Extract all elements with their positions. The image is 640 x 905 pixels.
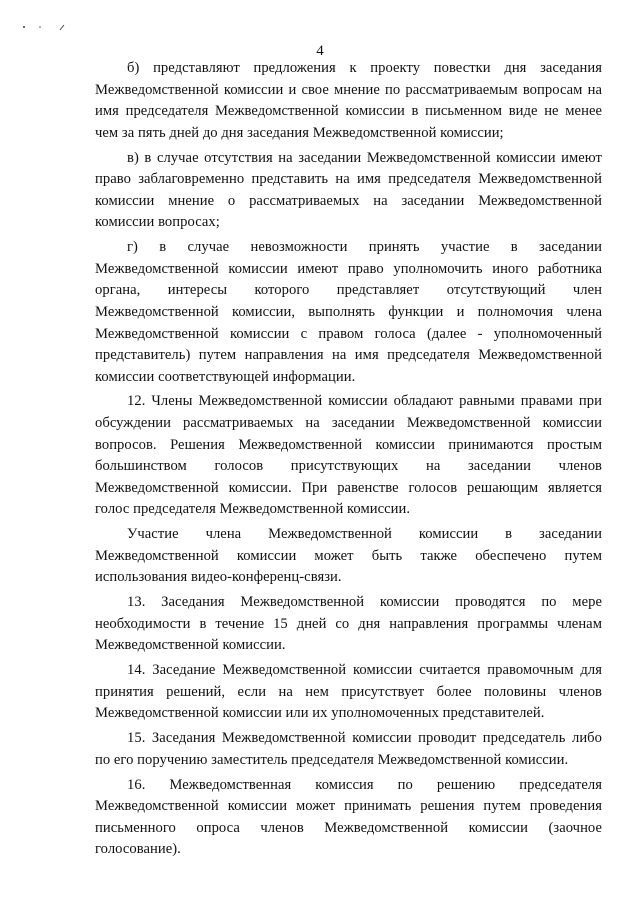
paragraph-15: 15. Заседания Межведомственной комиссии проводит председатель либо по его поручению заместитель председателя Межведомственной комиссии. xyxy=(95,730,602,768)
scan-artifact-marks xyxy=(22,22,82,32)
paragraph-v: в) в случае отсутствия на заседании Межведомственной комиссии имеют право заблаговременно представить на имя председателя Межведомственной комиссии мнение о рассматриваемых на заседании Межведомственной комиссии вопросах; xyxy=(95,149,602,231)
document-body xyxy=(95,58,602,864)
paragraph-16: 16. Межведомственная комиссия по решению председателя Межведомственной комиссии может принимать решения путем проведения письменного опроса членов Межведомственной комиссии (заочное голосование). xyxy=(95,776,602,858)
paragraph-b: б) представляют предложения к проекту повестки дня заседания Межведомственной комиссии и свое мнение по рассматриваемым вопросам на имя председателя Межведомственной комиссии в письменном виде не менее чем за пять дней до дня заседания Межведомственной комиссии; xyxy=(95,60,602,141)
page-number: 4 xyxy=(316,43,324,59)
paragraph-12: 12. Члены Межведомственной комиссии обладают равными правами при обсуждении рассматриваемых на заседании Межведомственной комиссии вопросов. Решения Межведомственной комиссии принимаются простым большинством голосов присутствующих на заседании членов Межведомственной комиссии. При равенстве голосов решающим является голос председателя Межведомственной комиссии. xyxy=(95,393,602,518)
paragraph-g: г) в случае невозможности принять участие в заседании Межведомственной комиссии имеют право уполномочить иного работника органа, интересы которого представляет отсутствующий член Межведомственной комиссии, выполнять функции и полномочия члена Межведомственной комиссии с правом голоса (далее - уполномоченный представитель) путем направления на имя председателя Межведомственной комиссии соответствующей информации. xyxy=(95,239,602,385)
paragraph-13: 13. Заседания Межведомственной комиссии проводятся по мере необходимости в течение 15 дней со дня направления программы членам Межведомственной комиссии. xyxy=(95,594,602,654)
paragraph-12-video: Участие члена Межведомственной комиссии в заседании Межведомственной комиссии может быть также обеспечено путем использования видео-конференц-связи. xyxy=(95,526,602,586)
paragraph-14: 14. Заседание Межведомственной комиссии считается правомочным для принятия решений, если на нем присутствует более половины членов Межведомственной комиссии или их уполномоченных представителей. xyxy=(95,662,602,722)
